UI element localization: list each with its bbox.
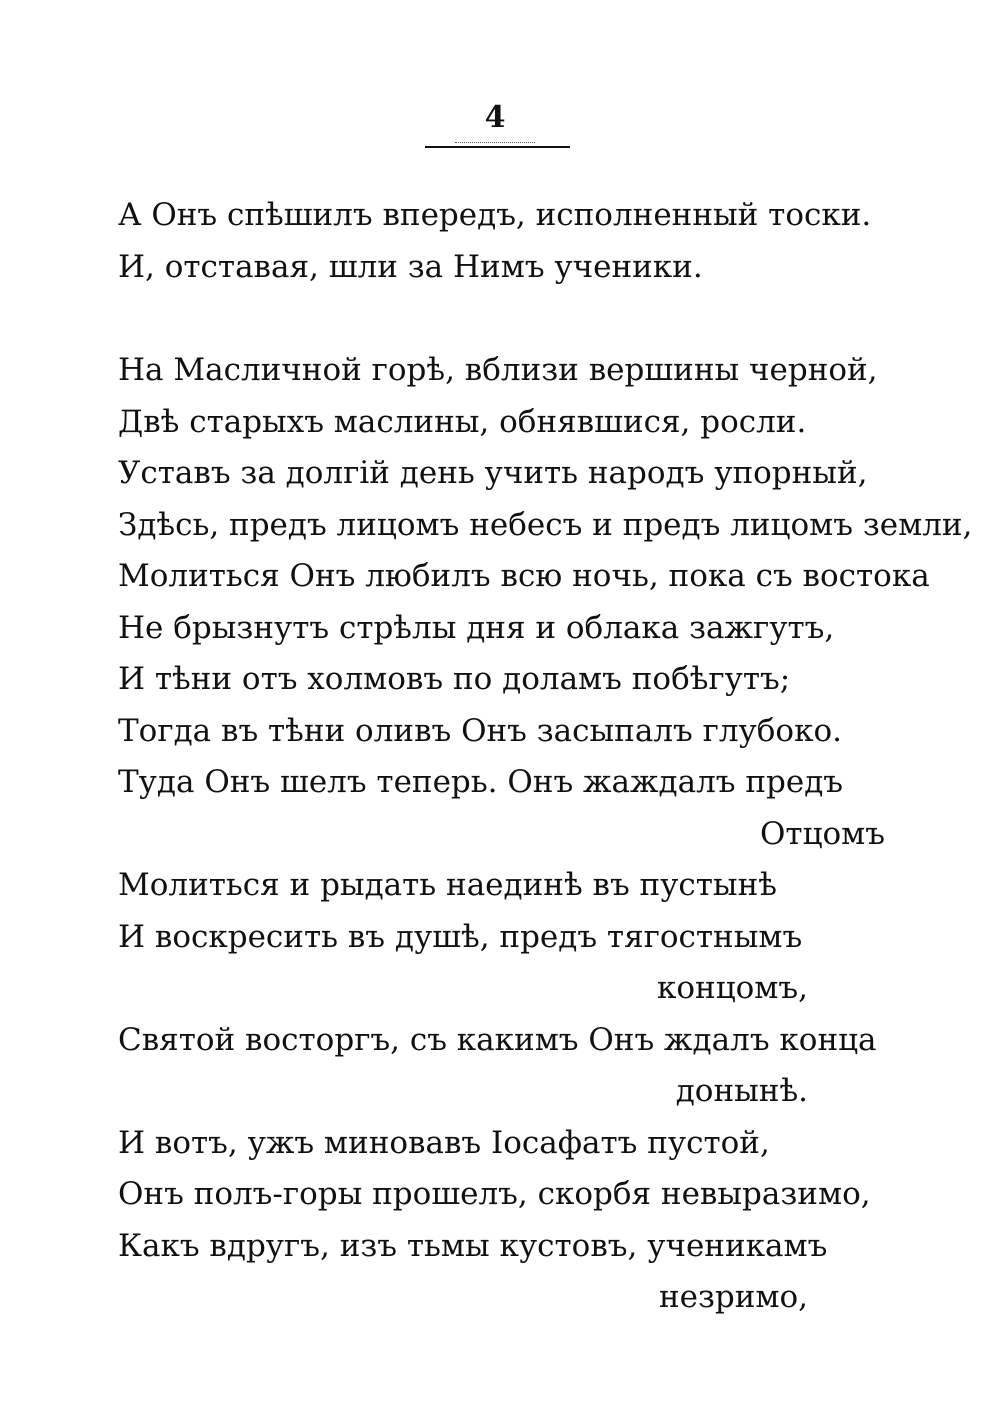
- verse-line: Какъ вдругъ, изъ тьмы кустовъ, ученикамъ: [118, 1227, 828, 1264]
- verse-line: Не брызнутъ стрѣлы дня и облака зажгутъ,: [118, 609, 835, 646]
- header-rule: [425, 146, 570, 148]
- verse-line: На Масличной горѣ, вблизи вершины черной,: [118, 352, 878, 388]
- verse-line-continuation: донынѣ.: [675, 1073, 808, 1109]
- verse-line: Уставъ за долгій день учить народъ упорный,: [118, 455, 868, 491]
- verse-line-continuation: концомъ,: [657, 970, 808, 1006]
- verse-line: И тѣни отъ холмовъ по доламъ побѣгутъ;: [118, 661, 791, 697]
- verse-line: И вотъ, ужъ миновавъ Іосафатъ пустой,: [118, 1124, 770, 1161]
- verse-line: Здѣсь, предъ лицомъ небесъ и предъ лицомъ земли,: [118, 506, 973, 543]
- stanza-2: [118, 345, 973, 1324]
- stanza-1: [118, 190, 888, 293]
- verse-line: И воскресить въ душѣ, предъ тягостнымъ: [118, 918, 803, 955]
- verse-line-continuation: незримо,: [658, 1279, 808, 1315]
- verse-line: Тогда въ тѣни оливъ Онъ засыпалъ глубоко.: [118, 712, 842, 749]
- verse-line: Молиться Онъ любилъ всю ночь, пока съ востока: [118, 558, 930, 594]
- verse-line: А Онъ спѣшилъ впередъ, исполненный тоски.: [118, 197, 872, 233]
- verse-line-continuation: Отцомъ: [760, 815, 885, 852]
- page-number: 4: [484, 100, 506, 135]
- verse-line: Двѣ старыхъ маслины, обнявшися, росли.: [118, 403, 807, 440]
- verse-line: Туда Онъ шелъ теперь. Онъ жаждалъ предъ: [118, 764, 844, 800]
- verse-line: Святой восторгъ, съ какимъ Онъ ждалъ конца: [118, 1021, 877, 1058]
- header-rule-dots: [455, 142, 535, 143]
- verse-line: Молиться и рыдать наединѣ въ пустынѣ: [118, 867, 777, 903]
- verse-line: Онъ полъ-горы прошелъ, скорбя невыразимо,: [118, 1176, 871, 1212]
- verse-line: И, отставая, шли за Нимъ ученики.: [118, 248, 703, 285]
